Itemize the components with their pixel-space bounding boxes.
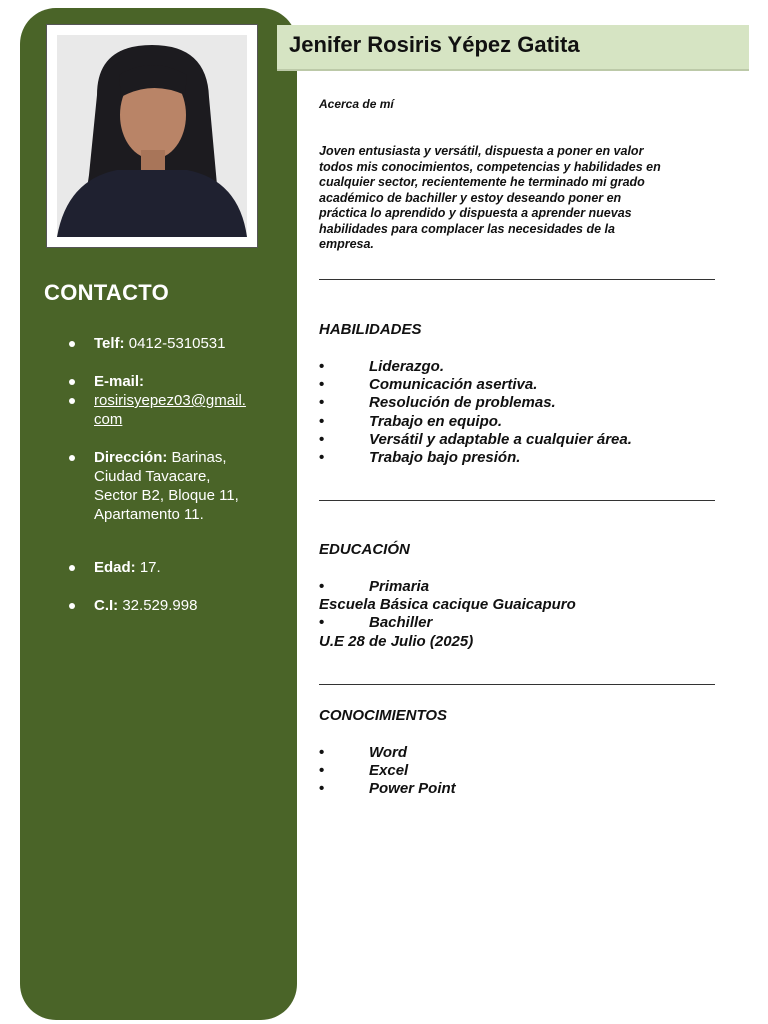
- divider: [319, 684, 715, 685]
- contact-heading: CONTACTO: [44, 280, 170, 305]
- name-banner: [277, 25, 749, 71]
- education-school: U.E 28 de Julio (2025): [319, 632, 474, 650]
- contact-phone: [50, 334, 226, 353]
- phone-value: 0412-5310531: [128, 335, 226, 352]
- ci-value: 32.529.998: [122, 597, 198, 614]
- about-line: cualquier sector, recientemente he terminado mi grado: [319, 175, 645, 189]
- profile-photo-frame: [46, 24, 258, 248]
- sidebar: [20, 8, 297, 1020]
- about-line: todos mis conocimientos, competencias y habilidades en: [319, 159, 661, 174]
- skills-heading: HABILIDADES: [319, 321, 422, 338]
- knowledge-item: • Power Point: [319, 780, 719, 798]
- education-level: • Bachiller: [319, 614, 719, 632]
- knowledge-list: [319, 744, 719, 799]
- knowledge-item: • Word: [319, 744, 719, 762]
- address-line3: Sector B2, Bloque 11,: [94, 487, 239, 504]
- about-line: empresa.: [319, 237, 374, 251]
- knowledge-heading: CONOCIMIENTOS: [319, 707, 448, 724]
- knowledge-item: • Excel: [319, 762, 719, 780]
- profile-photo: [57, 35, 247, 237]
- email-link-line1[interactable]: rosirisyepez03@gmail.: [94, 392, 246, 409]
- education-list: [319, 578, 719, 651]
- ci-label: C.I:: [94, 597, 119, 614]
- phone-label: Telf:: [94, 335, 125, 352]
- email-link-line2[interactable]: com: [94, 411, 123, 428]
- address-line4: Apartamento 11.: [94, 506, 204, 523]
- skills-list: [319, 358, 719, 467]
- divider: [319, 500, 715, 501]
- about-text: [319, 144, 715, 253]
- about-line: habilidades para complacer las necesidades de la: [319, 221, 615, 236]
- contact-address: [50, 448, 239, 524]
- skill-item: • Resolución de problemas.: [319, 394, 719, 412]
- about-heading: Acerca de mí: [319, 97, 394, 111]
- contact-email-label-item: [50, 372, 144, 391]
- skill-item: • Versátil y adaptable a cualquier área.: [319, 431, 719, 449]
- age-value: 17.: [139, 559, 161, 576]
- contact-ci: [50, 596, 197, 615]
- about-line: académico de bachiller y estoy deseando poner en: [319, 190, 622, 205]
- about-line: práctica lo aprendido y dispuesta a aprender nuevas: [319, 206, 632, 220]
- age-label: Edad:: [94, 559, 136, 576]
- full-name: Jenifer Rosiris Yépez Gatita: [289, 32, 580, 57]
- address-line2: Ciudad Tavacare,: [94, 468, 211, 485]
- divider: [319, 279, 715, 280]
- education-level: • Primaria: [319, 578, 719, 596]
- address-line1: Barinas,: [171, 449, 227, 466]
- education-heading: EDUCACIÓN: [319, 541, 410, 558]
- email-label: E-mail:: [94, 373, 145, 390]
- contact-age: [50, 558, 161, 577]
- skill-item: • Trabajo bajo presión.: [319, 449, 719, 467]
- address-label: Dirección:: [94, 449, 168, 466]
- skill-item: • Liderazgo.: [319, 358, 719, 376]
- skill-item: • Comunicación asertiva.: [319, 376, 719, 394]
- contact-email[interactable]: [50, 391, 246, 429]
- education-school: Escuela Básica cacique Guaicapuro: [319, 596, 576, 614]
- about-line: Joven entusiasta y versátil, dispuesta a poner en valor: [319, 144, 644, 158]
- skill-item: • Trabajo en equipo.: [319, 413, 719, 431]
